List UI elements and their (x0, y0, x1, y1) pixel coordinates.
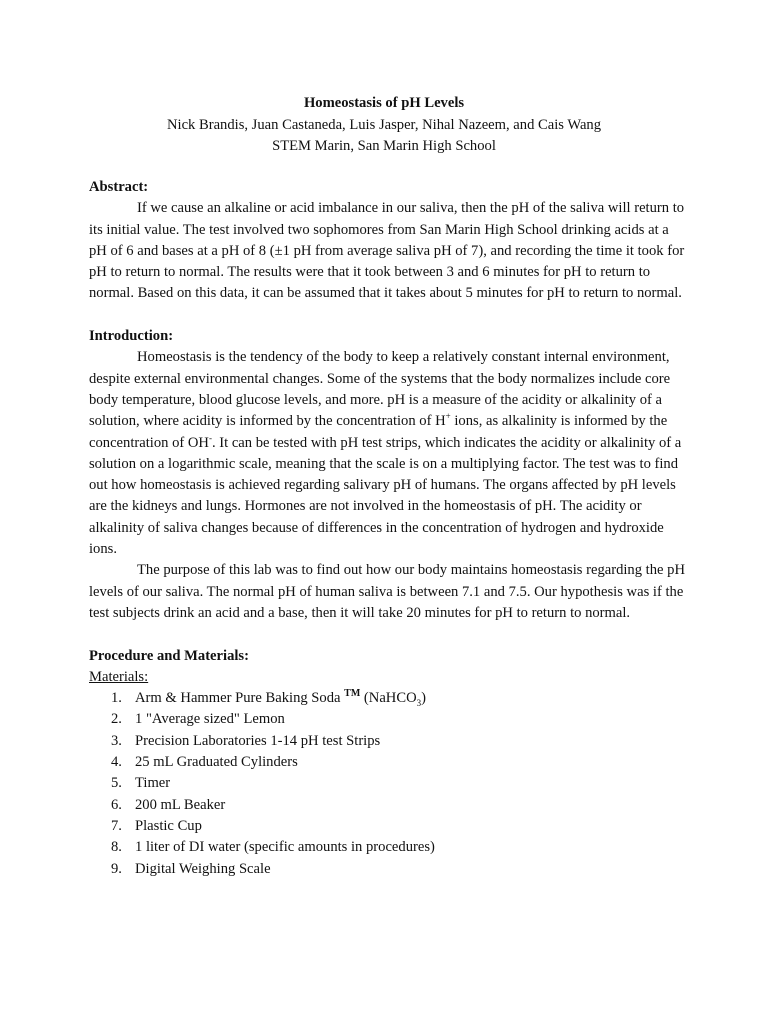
list-number: 3. (111, 732, 122, 749)
list-number: 4. (111, 754, 122, 771)
list-number: 7. (111, 817, 122, 834)
item-text: (NaHCO (360, 690, 417, 707)
list-number: 6. (111, 796, 122, 813)
list-item (89, 795, 689, 816)
list-item (89, 731, 689, 752)
intro-text-b: ions, as alkalinity is informed by the concentration of OH (89, 413, 668, 451)
hydrogen-charge: + (445, 411, 451, 422)
item-text: 1 "Average sized" Lemon (135, 711, 285, 728)
list-item (89, 837, 689, 858)
procedure-heading: Procedure and Materials: (89, 647, 249, 664)
list-item (89, 752, 689, 773)
intro-text-a: Homeostasis is the tendency of the body to keep a relatively constant internal environment, despite external environmental changes. Some of the systems that the body normalizes include core body temperature, blood glucose levels, and more. pH is a measure of the acidity or alkalinity of a solution, where acidity is informed by the concentration of H (89, 349, 671, 430)
author-list: Nick Brandis, Juan Castaneda, Luis Jasper, Nihal Nazeem, and Cais Wang (166, 116, 602, 133)
list-number: 9. (111, 860, 122, 877)
subscript-three: 3 (416, 698, 422, 709)
item-text: 25 mL Graduated Cylinders (135, 754, 298, 771)
item-text: Precision Laboratories 1-14 pH test Strips (135, 732, 381, 749)
item-text: Plastic Cup (135, 817, 202, 834)
list-item (89, 859, 689, 880)
section-spacer (89, 624, 689, 645)
section-spacer (89, 305, 689, 326)
intro-text-c: . It can be tested with pH test strips, which indicates the acidity or alkalinity of a solution on a logarithmic scale, meaning that the scale is on a multiplying factor. The test was to find out how homeostasis is achieved regarding salivary pH of humans. The organs affected by pH levels are the kidneys and lungs. Hormones are not involved in the homeostasis of pH. The acidity or alkalinity of saliva changes because of differences in the concentration of hydrogen and hydroxide ions. (89, 434, 682, 558)
item-text: Arm & Hammer Pure Baking Soda (135, 690, 345, 707)
trademark-mark: TM (344, 688, 361, 700)
hydroxide-charge: - (208, 432, 212, 443)
list-number: 8. (111, 839, 122, 856)
list-number: 2. (111, 711, 122, 728)
paper-title: Homeostasis of pH Levels (303, 95, 465, 111)
list-number: 5. (111, 775, 122, 792)
abstract-heading: Abstract: (89, 179, 149, 195)
materials-list (89, 688, 689, 880)
item-text: Timer (135, 775, 171, 792)
item-text: Digital Weighing Scale (135, 860, 271, 877)
introduction-paragraph-2: The purpose of this lab was to find out how our body maintains homeostasis regarding the pH levels of our saliva. The normal pH of human saliva is between 7.1 and 7.5. Our hypothesis was if the test subjects drink an acid and a base, then it will take 20 minutes for pH to return to normal. (89, 562, 685, 621)
list-item (89, 773, 689, 794)
document-body (89, 177, 689, 880)
item-text: 1 liter of DI water (specific amounts in procedures) (135, 839, 435, 856)
document-header (0, 93, 768, 158)
affiliation: STEM Marin, San Marin High School (272, 138, 496, 154)
list-item (89, 816, 689, 837)
item-text: ) (421, 690, 426, 707)
list-number: 1. (111, 690, 122, 707)
item-text: 200 mL Beaker (135, 796, 226, 813)
list-item (89, 688, 689, 709)
list-item (89, 709, 689, 730)
abstract-text: If we cause an alkaline or acid imbalance in our saliva, then the pH of the saliva will return to its initial value. The test involved two sophomores from San Marin High School drinking acids at a pH of 6 and bases at a pH of 8 (±1 pH from average saliva pH of 7), and recording the time it took for pH to return to normal. The results were that it took between 3 and 6 minutes for pH to return to normal. Based on this data, it can be assumed that it takes about 5 minutes for pH to return to normal. (89, 200, 685, 302)
introduction-paragraph-1 (89, 347, 689, 560)
introduction-heading: Introduction: (89, 328, 174, 345)
materials-label: Materials: (89, 668, 149, 685)
